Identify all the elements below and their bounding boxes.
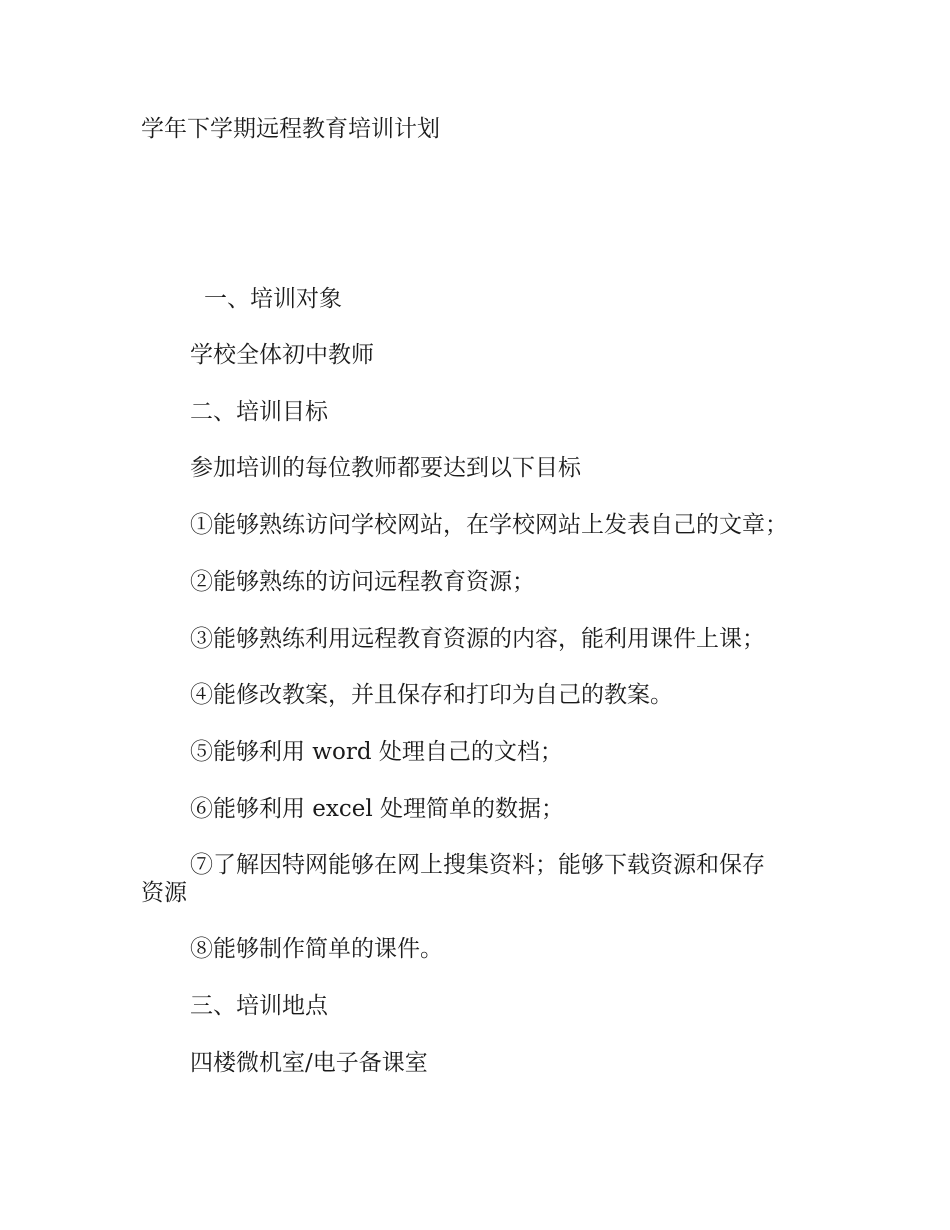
- goal-item-1: ①能够熟练访问学校网站，在学校网站上发表自己的文章；: [190, 512, 788, 538]
- goal-item-3: ③能够熟练利用远程教育资源的内容，能利用课件上课；: [190, 626, 765, 652]
- goal-item-7-line-1: ⑦了解因特网能够在网上搜集资料；能够下载资源和保存: [190, 852, 765, 878]
- goal-item-4: ④能修改教案，并且保存和打印为自己的教案。: [190, 682, 673, 708]
- document-title: 学年下学期远程教育培训计划: [141, 116, 440, 142]
- goal-item-8: ⑧能够制作简单的课件。: [190, 936, 443, 962]
- goal-item-2: ②能够熟练的访问远程教育资源；: [190, 569, 535, 595]
- section-heading-target: 一、培训对象: [204, 286, 342, 312]
- section-body-location: 四楼微机室/电子备课室: [190, 1050, 428, 1076]
- goal-item-6: ⑥能够利用 excel 处理简单的数据；: [190, 796, 565, 822]
- section-body-target: 学校全体初中教师: [190, 342, 374, 368]
- goal-item-7-line-2: 资源: [141, 880, 187, 906]
- goal-item-5: ⑤能够利用 word 处理自己的文档；: [190, 739, 563, 765]
- goals-intro: 参加培训的每位教师都要达到以下目标: [190, 455, 581, 481]
- section-heading-location: 三、培训地点: [190, 993, 328, 1019]
- section-heading-goals: 二、培训目标: [190, 399, 328, 425]
